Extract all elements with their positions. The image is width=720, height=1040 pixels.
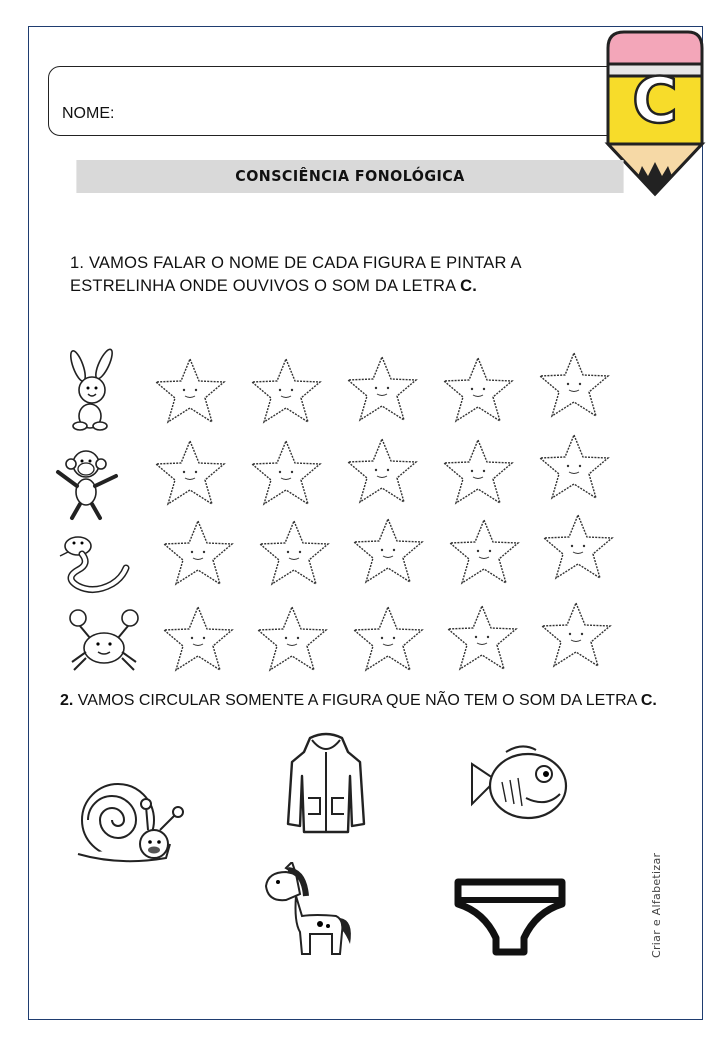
- snake-icon: [56, 532, 132, 600]
- star-2-3[interactable]: [344, 436, 420, 506]
- star-3-5[interactable]: [540, 512, 616, 582]
- question-2-number: 2.: [60, 692, 74, 709]
- question-2-letter: C.: [640, 692, 657, 709]
- star-4-1[interactable]: [160, 604, 236, 674]
- star-1-1[interactable]: [152, 356, 228, 426]
- star-3-2[interactable]: [256, 518, 332, 588]
- question-1-number: 1.: [70, 254, 85, 272]
- page-title: CONSCIÊNCIA FONOLÓGICA: [76, 160, 623, 193]
- star-3-4[interactable]: [446, 517, 522, 587]
- name-label: NOME:: [62, 105, 115, 122]
- underpants-icon[interactable]: [452, 876, 568, 956]
- star-2-1[interactable]: [152, 438, 228, 508]
- star-3-1[interactable]: [160, 518, 236, 588]
- crab-icon: [64, 606, 144, 674]
- question-1-letter: C.: [460, 277, 478, 295]
- question-2-text: VAMOS CIRCULAR SOMENTE A FIGURA QUE NÃO TEM O SOM DA LETRA: [73, 692, 641, 709]
- star-1-5[interactable]: [536, 350, 612, 420]
- star-2-4[interactable]: [440, 437, 516, 507]
- question-2: [60, 688, 660, 713]
- star-2-2[interactable]: [248, 438, 324, 508]
- star-1-3[interactable]: [344, 354, 420, 424]
- monkey-icon: [50, 442, 124, 522]
- fish-icon[interactable]: [466, 742, 574, 828]
- question-1-text: VAMOS FALAR O NOME DE CADA FIGURA E PINTAR A ESTRELINHA ONDE OUVIVOS O SOM DA LETRA: [70, 254, 521, 295]
- pencil-letter: C: [632, 64, 678, 137]
- star-4-2[interactable]: [254, 604, 330, 674]
- watermark: Criar e Alfabetizar: [650, 852, 663, 958]
- snail-icon[interactable]: [70, 774, 188, 866]
- star-4-5[interactable]: [538, 600, 614, 670]
- star-4-4[interactable]: [444, 603, 520, 673]
- star-4-3[interactable]: [350, 604, 426, 674]
- rabbit-icon: [58, 348, 130, 434]
- star-3-3[interactable]: [350, 516, 426, 586]
- star-1-2[interactable]: [248, 356, 324, 426]
- jacket-icon[interactable]: [286, 732, 366, 836]
- star-1-4[interactable]: [440, 355, 516, 425]
- horse-icon[interactable]: [256, 862, 356, 958]
- star-2-5[interactable]: [536, 432, 612, 502]
